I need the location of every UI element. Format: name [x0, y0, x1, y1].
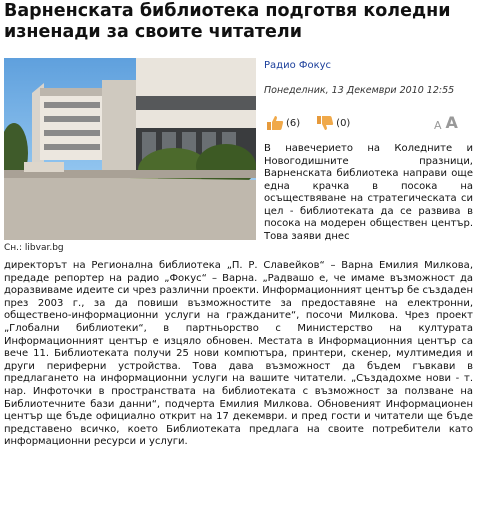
likes-count: (6): [286, 117, 301, 129]
thumbs-down-icon[interactable]: [316, 115, 334, 131]
article-title: Варненската библиотека подготвя коледни изненади за своите читатели: [4, 1, 451, 42]
dislikes-count: (0): [336, 117, 351, 129]
article-body-text: директорът на Регионална библиотека „П. Р. Славейков“ – Варна Емилия Милкова, предаде репортер на радио „Фокус“ – Варна. „Радвашо е, че имаме възможност да доразвиваме идеите си чрез различни проекти. Информационният център бе създаден през 2003 г., за да повиши възможностите за предоставяне на електронни, обществено-информационни услуги на гражданите“, посочи Милкова. Чрез проект „Глобални библиотеки“, в партньорство с Министерство на културата Информационният център е изцяло обновен. Местата в Информационния център са вече 11. Библиотеката получи 25 нови компютъра, принтери, скенер, мултимедия и други периферни устройства. Това дава възможност да бъдем гъвкави в предлагането на информационни услуги на вашите читатели. „Създадохме нови - т. нар. Инфоточки в пространствата на библиотеката с възможност за ползване на Библиотечните бази данни“, подчерта Емилия Милкова. Обновеният Информационен център ще бъде официално открит на 17 декември. и пред гости и читатели ще бъде представено всичко, което Библиотеката предлага на своите потребители като информационни ресурси и услуги.: [4, 260, 473, 448]
publish-date: Понеделник, 13 Декември 2010 12:55: [264, 85, 455, 96]
photo-caption: Сн.: libvar.bg: [4, 243, 64, 253]
thumbs-up-icon[interactable]: [266, 115, 284, 131]
source-link[interactable]: Радио Фокус: [264, 60, 332, 71]
library-building-photo: [4, 58, 256, 240]
rating-bar: [266, 115, 366, 131]
article-photo-block: [4, 58, 256, 254]
article-lead-text: В навечерието на Коледните и Новогодишните празници, Варненската библиотека направи още една крачка в посока на осъществяване на стратегическата си цел - библиотеката да се развива в посока на модерен обществен център. Това заяви днес: [264, 143, 473, 242]
font-larger-button[interactable]: A: [445, 113, 458, 132]
font-size-controls: [434, 113, 458, 132]
font-smaller-button[interactable]: A: [434, 119, 442, 132]
